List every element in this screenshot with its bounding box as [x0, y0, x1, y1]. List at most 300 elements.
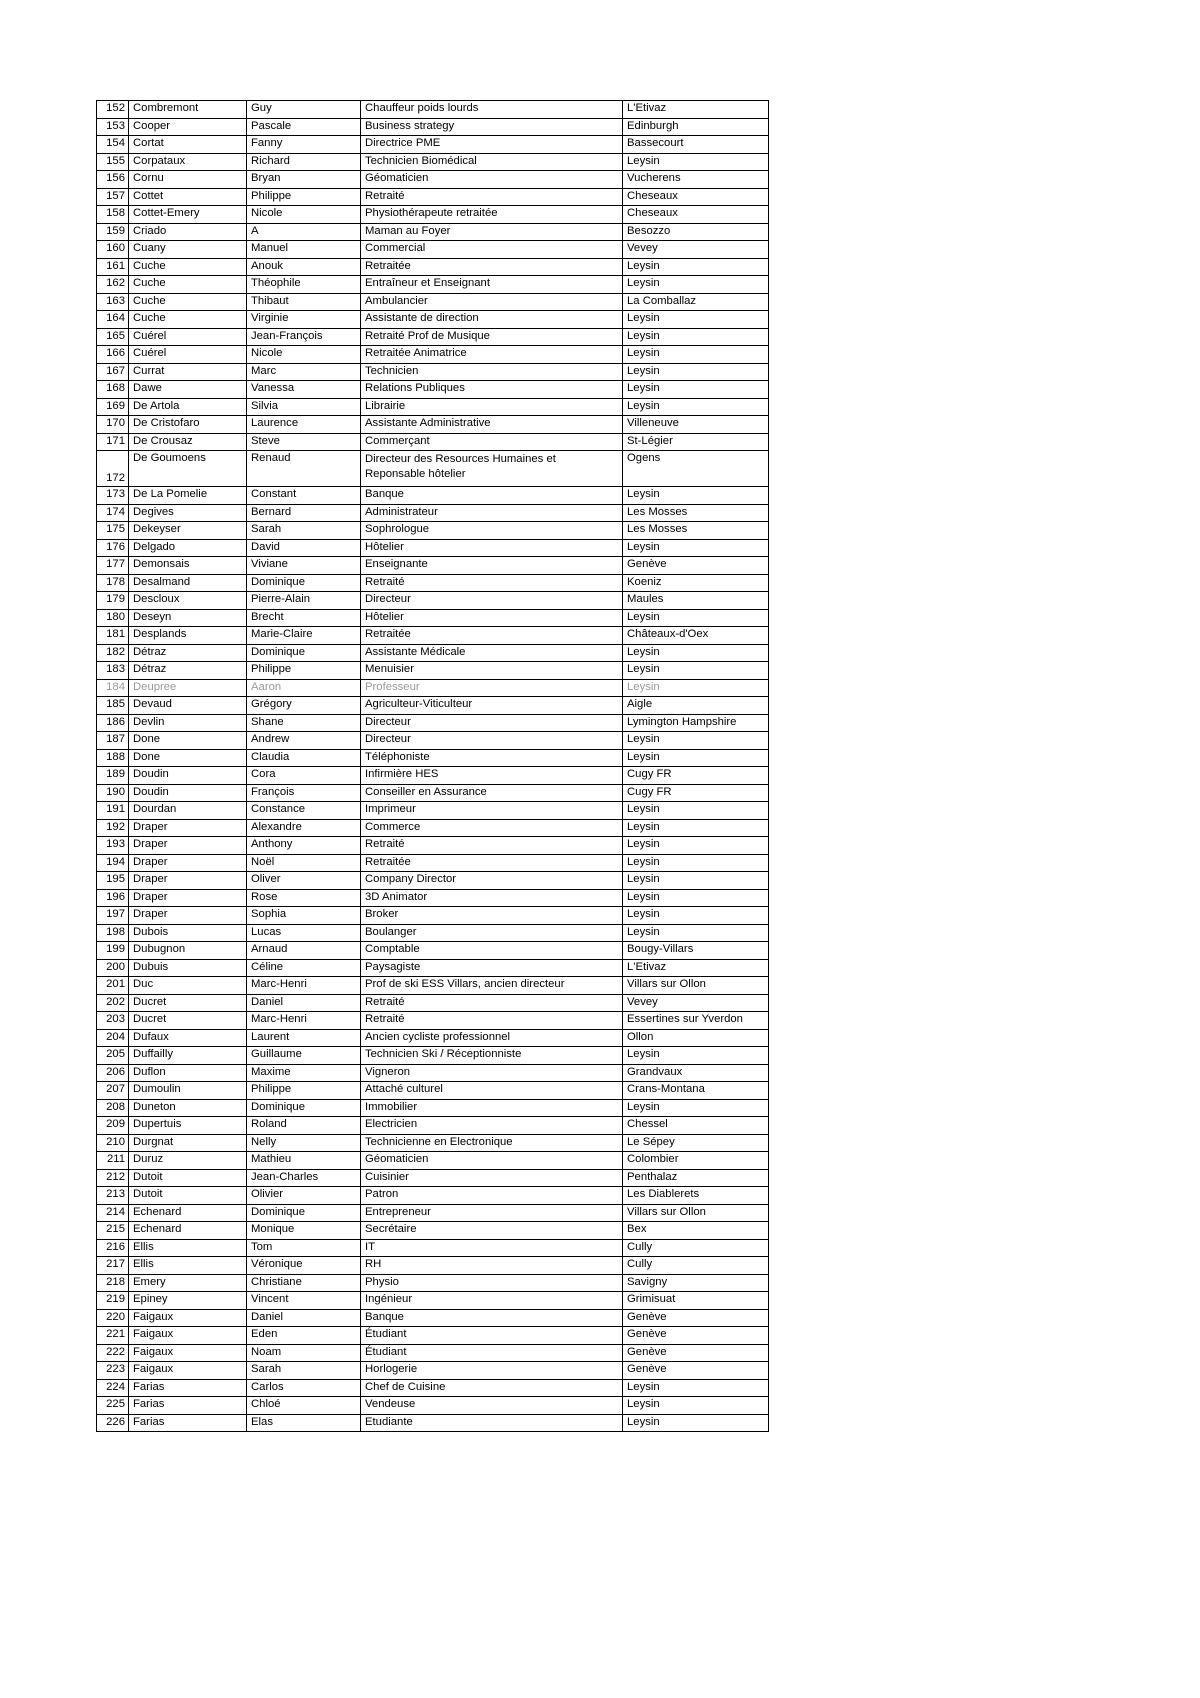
row-profession: Librairie [361, 398, 623, 416]
row-number: 194 [97, 854, 129, 872]
row-firstname: Sarah [247, 522, 361, 540]
table-row [97, 241, 769, 259]
row-number: 223 [97, 1362, 129, 1380]
row-firstname: Vincent [247, 1292, 361, 1310]
row-profession: Retraité [361, 1012, 623, 1030]
row-firstname: Laurence [247, 416, 361, 434]
row-lastname: Cuany [129, 241, 247, 259]
row-place: Grandvaux [623, 1064, 769, 1082]
row-lastname: Emery [129, 1274, 247, 1292]
row-place: Cully [623, 1257, 769, 1275]
row-lastname: Cuche [129, 276, 247, 294]
row-place: Villars sur Ollon [623, 977, 769, 995]
table-row [97, 574, 769, 592]
roster-table-body [97, 101, 769, 1432]
row-number: 213 [97, 1187, 129, 1205]
row-profession: Physio [361, 1274, 623, 1292]
row-firstname: Théophile [247, 276, 361, 294]
table-row [97, 854, 769, 872]
table-row [97, 1082, 769, 1100]
row-profession: Géomaticien [361, 171, 623, 189]
row-profession: Broker [361, 907, 623, 925]
row-place: Ollon [623, 1029, 769, 1047]
row-firstname: Dominique [247, 574, 361, 592]
table-row [97, 206, 769, 224]
row-lastname: Dutoit [129, 1187, 247, 1205]
row-number: 153 [97, 118, 129, 136]
row-lastname: Duffailly [129, 1047, 247, 1065]
row-place: Genève [623, 1362, 769, 1380]
table-row [97, 837, 769, 855]
row-number: 222 [97, 1344, 129, 1362]
row-firstname: Nicole [247, 206, 361, 224]
row-lastname: Cortat [129, 136, 247, 154]
row-place: Cheseaux [623, 206, 769, 224]
row-firstname: Daniel [247, 1309, 361, 1327]
row-place: Leysin [623, 487, 769, 505]
row-lastname: Deseyn [129, 609, 247, 627]
row-number: 201 [97, 977, 129, 995]
table-row [97, 1117, 769, 1135]
row-number: 211 [97, 1152, 129, 1170]
row-number: 186 [97, 714, 129, 732]
row-profession: Assistante de direction [361, 311, 623, 329]
table-row [97, 451, 769, 487]
row-firstname: Noam [247, 1344, 361, 1362]
row-profession: Retraitée Animatrice [361, 346, 623, 364]
row-lastname: Dubugnon [129, 942, 247, 960]
table-row [97, 346, 769, 364]
row-profession: Assistante Administrative [361, 416, 623, 434]
row-place: Leysin [623, 1099, 769, 1117]
row-firstname: Pierre-Alain [247, 592, 361, 610]
row-number: 226 [97, 1414, 129, 1432]
table-row [97, 872, 769, 890]
row-firstname: Roland [247, 1117, 361, 1135]
row-number: 155 [97, 153, 129, 171]
row-profession: RH [361, 1257, 623, 1275]
row-number: 206 [97, 1064, 129, 1082]
row-place: Villars sur Ollon [623, 1204, 769, 1222]
row-place: Leysin [623, 1379, 769, 1397]
row-firstname: Andrew [247, 732, 361, 750]
row-place: Bex [623, 1222, 769, 1240]
row-profession: Business strategy [361, 118, 623, 136]
row-number: 177 [97, 557, 129, 575]
row-profession: Cuisinier [361, 1169, 623, 1187]
row-lastname: Détraz [129, 644, 247, 662]
row-lastname: Duc [129, 977, 247, 995]
row-place: Vevey [623, 241, 769, 259]
table-row [97, 276, 769, 294]
row-place: Koeniz [623, 574, 769, 592]
row-firstname: Rose [247, 889, 361, 907]
row-place: Leysin [623, 258, 769, 276]
table-row [97, 1309, 769, 1327]
row-lastname: Deupree [129, 679, 247, 697]
row-number: 157 [97, 188, 129, 206]
row-lastname: Doudin [129, 784, 247, 802]
row-number: 178 [97, 574, 129, 592]
row-number: 210 [97, 1134, 129, 1152]
row-firstname: Guy [247, 101, 361, 119]
table-row [97, 153, 769, 171]
table-row [97, 714, 769, 732]
row-number: 183 [97, 662, 129, 680]
row-profession: Téléphoniste [361, 749, 623, 767]
row-place: Genève [623, 557, 769, 575]
row-number: 224 [97, 1379, 129, 1397]
table-row [97, 889, 769, 907]
row-firstname: Virginie [247, 311, 361, 329]
table-row [97, 539, 769, 557]
row-number: 163 [97, 293, 129, 311]
row-firstname: Philippe [247, 662, 361, 680]
row-number: 221 [97, 1327, 129, 1345]
row-profession: Retraitée [361, 258, 623, 276]
row-number: 192 [97, 819, 129, 837]
row-firstname: Eden [247, 1327, 361, 1345]
row-lastname: Cuche [129, 258, 247, 276]
row-firstname: Manuel [247, 241, 361, 259]
table-row [97, 907, 769, 925]
row-lastname: De Cristofaro [129, 416, 247, 434]
row-lastname: Done [129, 732, 247, 750]
row-lastname: Faigaux [129, 1362, 247, 1380]
row-firstname: Arnaud [247, 942, 361, 960]
row-lastname: Echenard [129, 1204, 247, 1222]
table-row [97, 662, 769, 680]
row-firstname: Marc-Henri [247, 977, 361, 995]
row-lastname: Echenard [129, 1222, 247, 1240]
row-firstname: François [247, 784, 361, 802]
row-number: 212 [97, 1169, 129, 1187]
row-place: Leysin [623, 837, 769, 855]
row-lastname: Draper [129, 872, 247, 890]
row-firstname: Viviane [247, 557, 361, 575]
row-firstname: Oliver [247, 872, 361, 890]
row-number: 154 [97, 136, 129, 154]
table-row [97, 1362, 769, 1380]
table-row [97, 416, 769, 434]
table-row [97, 1047, 769, 1065]
row-lastname: De Goumoens [129, 451, 247, 487]
row-number: 172 [97, 451, 129, 487]
row-place: Crans-Montana [623, 1082, 769, 1100]
row-profession: Directeur [361, 714, 623, 732]
row-profession: Technicien [361, 363, 623, 381]
table-row [97, 363, 769, 381]
row-number: 190 [97, 784, 129, 802]
row-number: 174 [97, 504, 129, 522]
row-number: 207 [97, 1082, 129, 1100]
row-lastname: Doudin [129, 767, 247, 785]
row-firstname: Fanny [247, 136, 361, 154]
row-lastname: De Crousaz [129, 433, 247, 451]
row-place: Les Mosses [623, 504, 769, 522]
row-lastname: Cornu [129, 171, 247, 189]
row-lastname: Criado [129, 223, 247, 241]
row-place: Leysin [623, 802, 769, 820]
row-place: Maules [623, 592, 769, 610]
row-profession: Technicien Ski / Réceptionniste [361, 1047, 623, 1065]
row-lastname: Cuérel [129, 346, 247, 364]
row-firstname: Christiane [247, 1274, 361, 1292]
row-number: 187 [97, 732, 129, 750]
row-number: 203 [97, 1012, 129, 1030]
row-profession: Menuisier [361, 662, 623, 680]
row-lastname: De Artola [129, 398, 247, 416]
row-firstname: Nelly [247, 1134, 361, 1152]
row-profession: Directeur des Resources Humaines et Reponsable hôtelier [361, 451, 623, 487]
table-row [97, 1397, 769, 1415]
table-row [97, 398, 769, 416]
row-place: Genève [623, 1327, 769, 1345]
row-number: 164 [97, 311, 129, 329]
row-firstname: David [247, 539, 361, 557]
row-profession: Electricien [361, 1117, 623, 1135]
row-number: 176 [97, 539, 129, 557]
row-number: 209 [97, 1117, 129, 1135]
row-number: 198 [97, 924, 129, 942]
row-firstname: Steve [247, 433, 361, 451]
row-profession: Banque [361, 487, 623, 505]
row-number: 181 [97, 627, 129, 645]
row-lastname: Desplands [129, 627, 247, 645]
row-place: Vevey [623, 994, 769, 1012]
row-place: Cugy FR [623, 767, 769, 785]
row-place: Leysin [623, 1397, 769, 1415]
table-row [97, 609, 769, 627]
row-firstname: Marc-Henri [247, 1012, 361, 1030]
table-row [97, 592, 769, 610]
row-profession: Comptable [361, 942, 623, 960]
row-firstname: Dominique [247, 1204, 361, 1222]
table-row [97, 381, 769, 399]
row-place: Essertines sur Yverdon [623, 1012, 769, 1030]
table-row [97, 819, 769, 837]
row-firstname: Thibaut [247, 293, 361, 311]
row-profession: Banque [361, 1309, 623, 1327]
row-profession: Directrice PME [361, 136, 623, 154]
row-lastname: Cottet-Emery [129, 206, 247, 224]
row-profession: Horlogerie [361, 1362, 623, 1380]
row-firstname: A [247, 223, 361, 241]
row-lastname: Dufaux [129, 1029, 247, 1047]
table-row [97, 1099, 769, 1117]
row-lastname: Descloux [129, 592, 247, 610]
row-number: 167 [97, 363, 129, 381]
row-place: Grimisuat [623, 1292, 769, 1310]
row-place: St-Légier [623, 433, 769, 451]
row-firstname: Renaud [247, 451, 361, 487]
row-profession: Maman au Foyer [361, 223, 623, 241]
row-lastname: Cuérel [129, 328, 247, 346]
table-row [97, 1222, 769, 1240]
row-profession: IT [361, 1239, 623, 1257]
row-lastname: Demonsais [129, 557, 247, 575]
row-profession: Vigneron [361, 1064, 623, 1082]
table-row [97, 802, 769, 820]
row-lastname: Faigaux [129, 1309, 247, 1327]
row-profession: Sophrologue [361, 522, 623, 540]
table-row [97, 1029, 769, 1047]
row-number: 218 [97, 1274, 129, 1292]
row-place: Leysin [623, 311, 769, 329]
row-place: Chessel [623, 1117, 769, 1135]
row-number: 197 [97, 907, 129, 925]
row-firstname: Laurent [247, 1029, 361, 1047]
row-firstname: Noël [247, 854, 361, 872]
row-place: Châteaux-d'Oex [623, 627, 769, 645]
row-lastname: Draper [129, 907, 247, 925]
table-row [97, 101, 769, 119]
table-row [97, 223, 769, 241]
table-row [97, 697, 769, 715]
row-place: Leysin [623, 644, 769, 662]
table-row [97, 1257, 769, 1275]
row-number: 161 [97, 258, 129, 276]
row-lastname: Devlin [129, 714, 247, 732]
row-number: 173 [97, 487, 129, 505]
row-place: Cully [623, 1239, 769, 1257]
row-profession: Directeur [361, 592, 623, 610]
table-row [97, 1344, 769, 1362]
row-firstname: Sophia [247, 907, 361, 925]
row-place: Leysin [623, 732, 769, 750]
row-profession: Physiothérapeute retraitée [361, 206, 623, 224]
row-profession: Agriculteur-Viticulteur [361, 697, 623, 715]
table-row [97, 732, 769, 750]
row-lastname: Dubois [129, 924, 247, 942]
row-place: Savigny [623, 1274, 769, 1292]
row-number: 220 [97, 1309, 129, 1327]
row-number: 200 [97, 959, 129, 977]
table-row [97, 977, 769, 995]
table-row [97, 311, 769, 329]
row-lastname: Dubuis [129, 959, 247, 977]
row-profession: Retraité Prof de Musique [361, 328, 623, 346]
row-firstname: Alexandre [247, 819, 361, 837]
table-row [97, 1152, 769, 1170]
row-place: Bougy-Villars [623, 942, 769, 960]
row-place: Leysin [623, 328, 769, 346]
row-number: 193 [97, 837, 129, 855]
row-profession: Commercial [361, 241, 623, 259]
row-number: 165 [97, 328, 129, 346]
row-firstname: Pascale [247, 118, 361, 136]
row-lastname: Ellis [129, 1239, 247, 1257]
row-lastname: Draper [129, 889, 247, 907]
row-number: 215 [97, 1222, 129, 1240]
table-row [97, 749, 769, 767]
table-row [97, 1327, 769, 1345]
row-profession: Entrepreneur [361, 1204, 623, 1222]
row-place: Leysin [623, 679, 769, 697]
row-profession: Prof de ski ESS Villars, ancien directeur [361, 977, 623, 995]
row-profession: Imprimeur [361, 802, 623, 820]
row-place: Penthalaz [623, 1169, 769, 1187]
row-profession: Boulanger [361, 924, 623, 942]
table-row [97, 136, 769, 154]
row-number: 191 [97, 802, 129, 820]
row-firstname: Claudia [247, 749, 361, 767]
table-row [97, 293, 769, 311]
row-profession: Technicien Biomédical [361, 153, 623, 171]
row-place: La Comballaz [623, 293, 769, 311]
row-number: 169 [97, 398, 129, 416]
row-firstname: Silvia [247, 398, 361, 416]
row-firstname: Richard [247, 153, 361, 171]
row-place: Leysin [623, 539, 769, 557]
row-number: 208 [97, 1099, 129, 1117]
row-profession: Retraité [361, 574, 623, 592]
row-lastname: Epiney [129, 1292, 247, 1310]
row-firstname: Bryan [247, 171, 361, 189]
row-firstname: Jean-Charles [247, 1169, 361, 1187]
row-place: Ogens [623, 451, 769, 487]
row-firstname: Sarah [247, 1362, 361, 1380]
row-number: 166 [97, 346, 129, 364]
table-row [97, 171, 769, 189]
row-profession: Vendeuse [361, 1397, 623, 1415]
row-profession: Administrateur [361, 504, 623, 522]
row-profession: Retraité [361, 188, 623, 206]
table-row [97, 1204, 769, 1222]
row-lastname: Farias [129, 1397, 247, 1415]
row-profession: Attaché culturel [361, 1082, 623, 1100]
row-profession: Géomaticien [361, 1152, 623, 1170]
row-firstname: Nicole [247, 346, 361, 364]
table-row [97, 1239, 769, 1257]
row-lastname: Draper [129, 837, 247, 855]
row-lastname: Dumoulin [129, 1082, 247, 1100]
row-number: 204 [97, 1029, 129, 1047]
row-place: Leysin [623, 907, 769, 925]
row-firstname: Maxime [247, 1064, 361, 1082]
row-firstname: Cora [247, 767, 361, 785]
row-number: 184 [97, 679, 129, 697]
table-row [97, 522, 769, 540]
row-lastname: Desalmand [129, 574, 247, 592]
table-row [97, 487, 769, 505]
row-place: Leysin [623, 381, 769, 399]
row-profession: Hôtelier [361, 539, 623, 557]
row-firstname: Chloé [247, 1397, 361, 1415]
row-firstname: Constance [247, 802, 361, 820]
row-firstname: Dominique [247, 1099, 361, 1117]
row-profession: Retraité [361, 837, 623, 855]
row-place: Leysin [623, 924, 769, 942]
table-row [97, 504, 769, 522]
row-profession: Étudiant [361, 1327, 623, 1345]
row-place: Le Sépey [623, 1134, 769, 1152]
row-firstname: Philippe [247, 1082, 361, 1100]
row-lastname: Durgnat [129, 1134, 247, 1152]
row-place: Aigle [623, 697, 769, 715]
table-row [97, 679, 769, 697]
row-firstname: Elas [247, 1414, 361, 1432]
row-profession: Chef de Cuisine [361, 1379, 623, 1397]
row-lastname: Dekeyser [129, 522, 247, 540]
row-firstname: Guillaume [247, 1047, 361, 1065]
row-place: Bassecourt [623, 136, 769, 154]
row-number: 168 [97, 381, 129, 399]
row-profession: Enseignante [361, 557, 623, 575]
row-place: Leysin [623, 276, 769, 294]
table-row [97, 784, 769, 802]
row-place: Genève [623, 1344, 769, 1362]
